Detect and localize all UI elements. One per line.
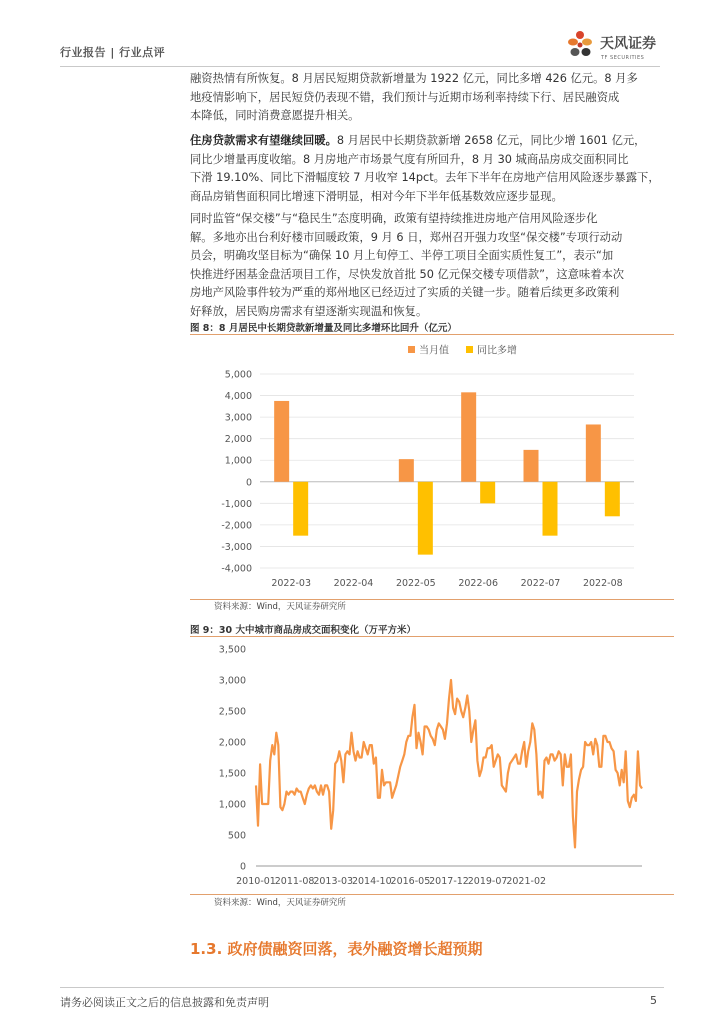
y-tick-label: -3,000 [221,541,252,553]
y-tick-label: 500 [227,830,246,842]
figure9-line-chart [190,638,674,894]
x-tick-label: 2022-04 [333,578,374,589]
y-tick-label: 2,500 [218,706,246,718]
report-category: 行业报告 | 行业点评 [60,46,166,59]
y-tick-label: 1,000 [218,799,246,811]
x-tick-label: 2013-03 [313,876,354,887]
header-divider [60,66,660,67]
legend-label: 同比多增 [477,345,517,357]
x-tick-label: 2017-12 [429,876,469,887]
section-title: 1.3. 政府债融资回落，表外融资增长超预期 [190,940,483,958]
page-number: 5 [650,994,657,1007]
para3-line: 快推进纾困基金盘活项目工作，尽快发放首批 50 亿元保交楼专项借款”，这意味着本次 [190,267,625,281]
paragraph-regulation [190,210,674,322]
x-tick-label: 2019-07 [467,876,508,887]
x-tick-label: 2011-08 [274,876,315,887]
bar-monthly-2022-08 [586,424,601,481]
bar-monthly-2022-06 [461,392,476,481]
para2-line: 同比少增量再度收缩。8 月房地产市场景气度有所回升，8 月 30 城商品房成交面积同比 [190,152,629,166]
paragraph-short-term-loans [190,70,674,126]
y-tick-label: 2,000 [218,737,246,749]
figure9-source: 资料来源：Wind，天风证券研究所 [214,898,346,908]
y-tick-label: 3,000 [224,412,252,424]
x-tick-label: 2022-08 [582,578,623,589]
figure9-title: 图 9：30 大中城市商品房成交面积变化（万平方米） [190,625,416,636]
para2-line: 8 月居民中长期贷款新增 2658 亿元，同比少增 1601 亿元， [336,134,646,147]
legend-swatch [408,346,415,353]
para3-line: 员会，明确攻坚目标为“确保 10 月上旬停工、半停工项目全面实质性复工”，表示“加 [190,249,614,263]
bar-yoy-2022-05 [418,482,433,555]
para1-line: 本降低，同时消费意愿提升相关。 [190,109,360,123]
figure8-title-rule [190,334,674,335]
x-tick-label: 2022-07 [520,578,561,589]
x-tick-label: 2022-05 [395,578,436,589]
y-tick-label: 0 [245,477,252,489]
x-tick-label: 2022-03 [271,578,312,589]
para2-line: 商品房销售面积同比增速下滑明显，相对今年下半年低基数效应逐步显现。 [190,189,563,203]
para3-line: 好释放，居民购房需求有望逐渐实现温和恢复。 [190,304,428,318]
para1-line: 地疫情影响下，居民短贷仍表现不错，我们预计与近期市场利率持续下行、居民融资成 [190,90,620,104]
y-tick-label: 2,000 [224,434,252,446]
paragraph-housing-loans [190,132,674,206]
para3-line: 解。多地亦出台利好楼市回暖政策，9 月 6 日，郑州召开强力攻坚“保交楼”专项行动动 [190,230,623,244]
para1-line: 融资热情有所恢复。8 月居民短期贷款新增量为 1922 亿元，同比多增 426 亿元。8 月多 [190,72,638,85]
y-tick-label: 4,000 [224,391,252,403]
bar-monthly-2022-03 [274,401,289,482]
series-line-transaction-area [256,680,642,847]
footer-divider [60,987,664,988]
y-tick-label: 1,500 [218,768,246,780]
para2-line: 下滑 19.10%、同比下滑幅度较 7 月收窄 14pct。去年下半年在房地产信用风险逐步暴露下， [190,171,660,185]
y-tick-label: 3,500 [218,644,246,656]
company-logo [566,26,676,66]
para3-line: 同时监管“保交楼”与“稳民生”态度明确，政策有望持续推进房地产信用风险逐步化 [190,212,598,225]
figure8-bar-chart [190,336,674,598]
y-tick-label: -1,000 [221,498,252,510]
figure8-source: 资料来源：Wind，天风证券研究所 [214,602,346,612]
bar-yoy-2022-07 [543,482,558,536]
bar-yoy-2022-06 [480,482,495,504]
y-tick-label: 1,000 [224,455,252,467]
y-tick-label: -2,000 [221,520,252,532]
x-tick-label: 2021-02 [506,876,547,887]
flower-logo-icon [568,31,592,56]
logo-sub: TF SECURITIES [601,55,645,61]
figure9-title-rule [190,636,674,637]
figure9-bottom-rule [190,894,674,895]
x-tick-label: 2022-06 [458,578,499,589]
bar-monthly-2022-05 [399,459,414,482]
y-tick-label: 0 [239,861,246,873]
bar-yoy-2022-08 [605,482,620,517]
bar-yoy-2022-03 [293,482,308,536]
legend-label: 当月值 [419,345,449,357]
y-tick-label: -4,000 [221,563,252,575]
figure8-title: 图 8：8 月居民中长期贷款新增量及同比多增环比回升（亿元） [190,323,457,334]
logo-name: 天风证券 [600,36,656,52]
footer-disclaimer: 请务必阅读正文之后的信息披露和免责声明 [60,996,269,1009]
x-tick-label: 2010-01 [236,876,276,887]
legend-swatch [466,346,473,353]
y-tick-label: 3,000 [218,675,246,687]
para3-line: 房地产风险事件较为严重的郑州地区已经迈过了实质的关键一步。随着后续更多政策利 [190,286,620,300]
bar-monthly-2022-07 [524,450,539,482]
x-tick-label: 2014-10 [351,876,392,887]
y-tick-label: 5,000 [224,369,252,381]
x-tick-label: 2016-05 [390,876,431,887]
para2-lead: 住房贷款需求有望继续回暖。 [190,134,337,147]
